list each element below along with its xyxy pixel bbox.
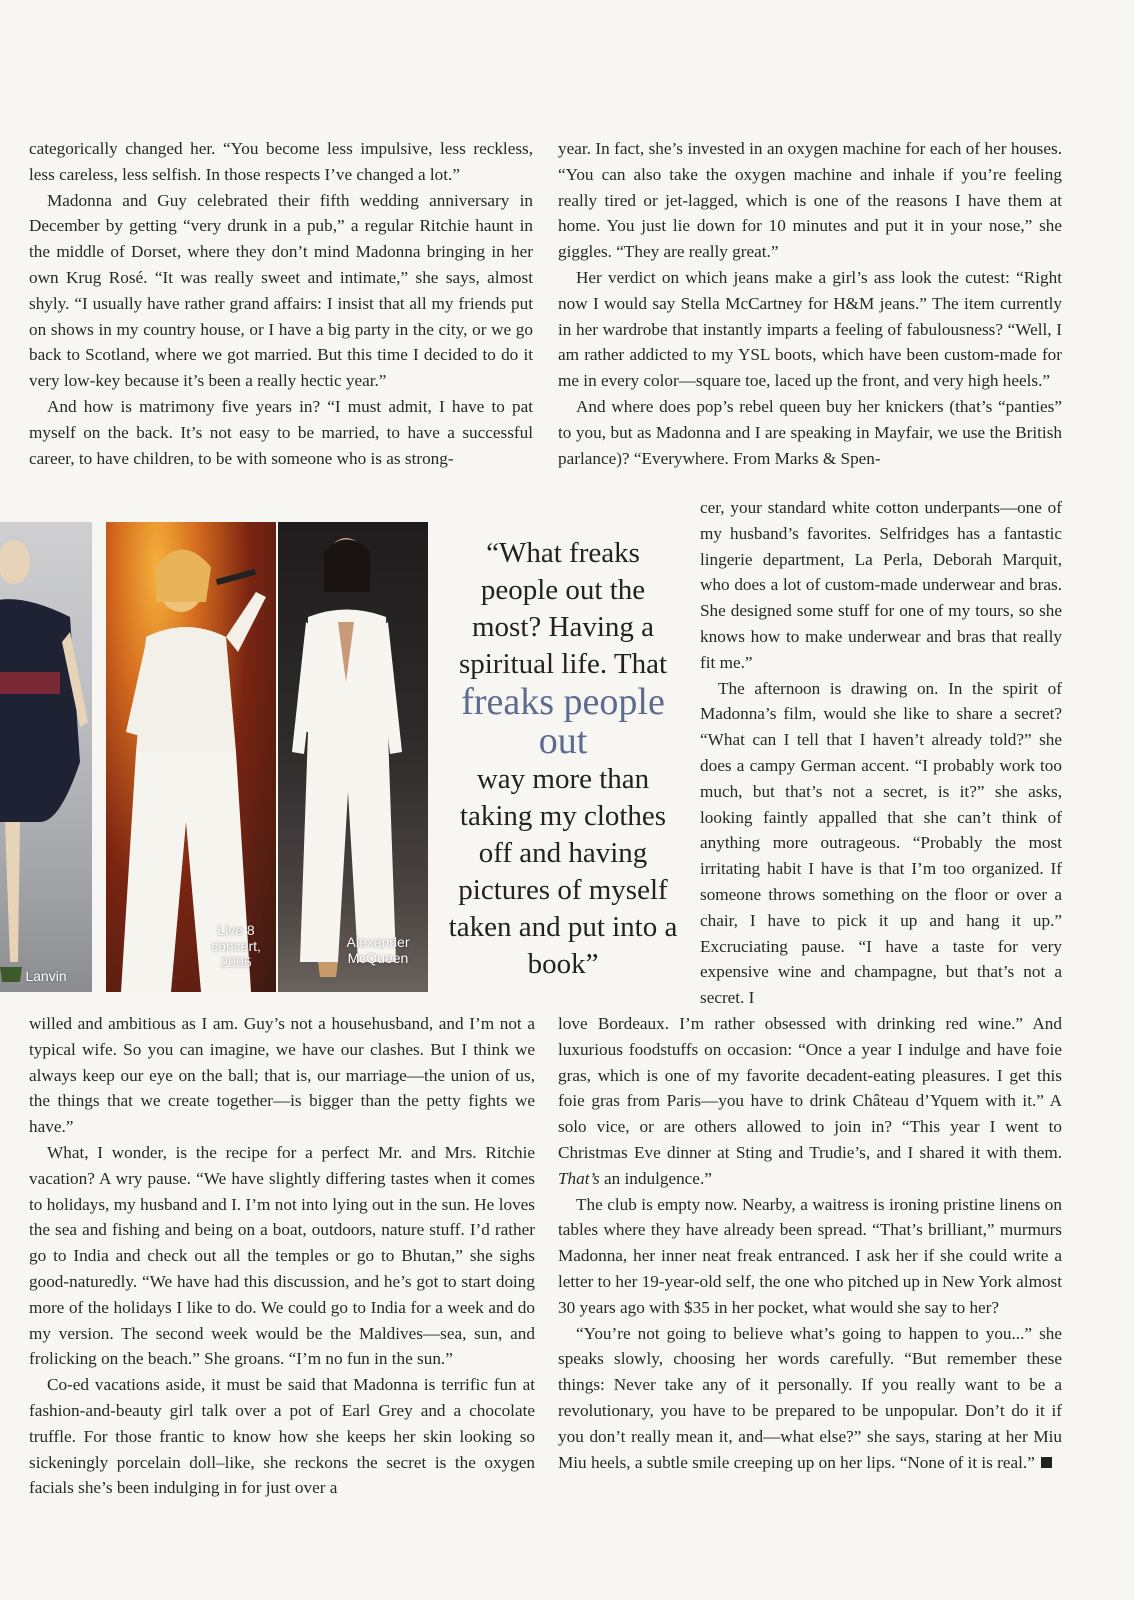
column-right-bottom	[558, 1011, 1062, 1475]
photo-lanvin	[0, 522, 92, 992]
column-left-bottom	[29, 1011, 535, 1501]
paragraph	[558, 1321, 1062, 1476]
column-right-top	[558, 136, 1062, 471]
paragraph: Madonna and Guy celebrated their fifth wedding anniversary in December by getting “very drunk in a pub,” a regular Ritchie haunt in the middle of Dorset, where they don’t mind Madonna bringing in her own Krug Rosé. “It was really sweet and intimate,” she says, almost shyly. “I usually have rather grand affairs: I insist that all my friends put on shows in my country house, or I have a big party in the city, or we go back to Scotland, where we got married. But this time I decided to do it very low-key because it’s been a really hectic year.”	[29, 190, 533, 391]
photo-strip	[0, 522, 428, 992]
column-right-middle	[700, 495, 1062, 1011]
photo-mcqueen	[278, 522, 428, 992]
column-left-top	[29, 136, 533, 471]
paragraph: willed and ambitious as I am. Guy’s not a househusband, and I’m not a typical wife. So you can imagine, we have our clashes. But I think we always keep our eye on the ball; that is, our marriage—the union of us, the things that we create together—is bigger than the petty fights we have.”	[29, 1014, 535, 1137]
caption-live8: Live 8 concert, 2005	[211, 922, 261, 970]
text-span: “You’re not going to believe what’s going to happen to you...” she speaks slowly, choosing her words carefully. “But remember these things: Never take any of it personally. If you really want to be a revolutionary, you have to be prepared to be unpopular. Don’t do it if you don’t really mean it, and—what else?” she says, staring at her Miu Miu heels, a subtle smile creeping up on her lips. “None of it is real.”	[558, 1323, 1062, 1472]
emphasis-text: That’s	[558, 1168, 600, 1188]
text-span: an indulgence.”	[599, 1168, 712, 1188]
paragraph: categorically changed her. “You become less impulsive, less reckless, less careless, less selfish. In those respects I’ve changed a lot.”	[29, 139, 533, 184]
model-figure-icon	[0, 522, 92, 992]
photo-live8	[106, 522, 276, 992]
paragraph: The afternoon is drawing on. In the spirit of Madonna’s film, would she like to share a secret? “What can I tell that I haven’t already told?” she does a campy German accent. “I probably work too much, but that’s not a secret, is it?” she asks, looking faintly appalled that she can’t think of anything more outrageous. “Probably the most irritating habit I have is that I’m too organized. If someone throws something on the floor or over a chair, I have to pick it up and hang it up.” Excruciating pause. “I have a taste for very expensive wine and champagne, but that’s not a secret. I	[700, 678, 1062, 1008]
pull-quote-highlight: freaks people out	[461, 681, 665, 762]
pull-quote	[447, 535, 679, 983]
text-span: love Bordeaux. I’m rather obsessed with drinking red wine.” And luxurious foodstuffs on occasion: “Once a year I indulge and have foie gras, which is one of my favorite decadent-eating pleasures. I get this foie gras from Paris—you have to drink Château d’Yquem with it.” A solo vice, or are others allowed to join in? “This year I went to Christmas Eve dinner at Sting and Trudie’s, and I shared it with them.	[558, 1014, 1062, 1162]
paragraph	[558, 1011, 1062, 1192]
caption-mcqueen: Alexander McQueen	[346, 934, 410, 966]
paragraph: cer, your standard white cotton underpants—one of my husband’s favorites. Selfridges has a fantastic lingerie department, La Perla, Deborah Marquit, who does a lot of custom-made underwear and bras. She designed some stuff for one of my tours, so she knows how to make underwear and bras that really fit me.”	[700, 498, 1062, 672]
paragraph: Co-ed vacations aside, it must be said that Madonna is terrific fun at fashion-and-beauty girl talk over a pot of Earl Grey and a chocolate truffle. For those frantic to know how she keeps her skin looking so sickeningly porcelain doll–like, she reckons the secret is the oxygen facials she’s been indulging in for just over a	[29, 1375, 535, 1498]
paragraph: And where does pop’s rebel queen buy her knickers (that’s “panties” to you, but as Madonna and I are speaking in Mayfair, we use the British parlance)? “Everywhere. From Marks & Spen-	[558, 396, 1062, 468]
end-mark-icon	[1041, 1457, 1052, 1468]
pull-quote-text: way more than taking my clothes off and having pictures of myself taken and put into a book”	[448, 763, 678, 980]
paragraph: And how is matrimony five years in? “I must admit, I have to pat myself on the back. It’s not easy to be married, to have a successful career, to have children, to be with someone who is as strong-	[29, 396, 533, 468]
paragraph: The club is empty now. Nearby, a waitress is ironing pristine linens on tables where they have already been spread. “That’s brilliant,” murmurs Madonna, her inner neat freak entranced. I ask her if she could write a letter to her 19-year-old self, the one who pitched up in New York almost 30 years ago with $35 in her pocket, what would she say to her?	[558, 1194, 1062, 1317]
paragraph: year. In fact, she’s invested in an oxygen machine for each of her houses. “You can also take the oxygen machine and inhale if you’re feeling really tired or jet-lagged, which is one of the reasons I have them at home. You just lie down for 10 minutes and put it in your nose,” she giggles. “They are really great.”	[558, 139, 1062, 262]
paragraph: Her verdict on which jeans make a girl’s ass look the cutest: “Right now I would say Stella McCartney for H&M jeans.” The item currently in her wardrobe that instantly imparts a feeling of fabulousness? “Well, I am rather addicted to my YSL boots, which have been custom-made for me in every color—square toe, laced up the front, and very high heels.”	[558, 267, 1062, 391]
model-figure-icon	[278, 522, 428, 992]
caption-lanvin: Lanvin	[25, 968, 67, 984]
paragraph: What, I wonder, is the recipe for a perfect Mr. and Mrs. Ritchie vacation? A wry pause. “We have slightly differing tastes when it comes to holidays, my husband and I. I’m not into lying out in the sun. He loves the sea and fishing and being on a boat, outdoors, nature stuff. I’d rather go to India and check out all the temples or go to Bhutan,” she sighs good-naturedly. “We have had this discussion, and he’s got to start doing more of the holidays I like to do. We could go to India for a week and do my version. The second week would be the Maldives—sea, sun, and frolicking on the beach.” She groans. “I’m no fun in the sun.”	[29, 1142, 535, 1369]
pull-quote-text: “What freaks people out the most? Having a spiritual life. That	[458, 537, 668, 680]
